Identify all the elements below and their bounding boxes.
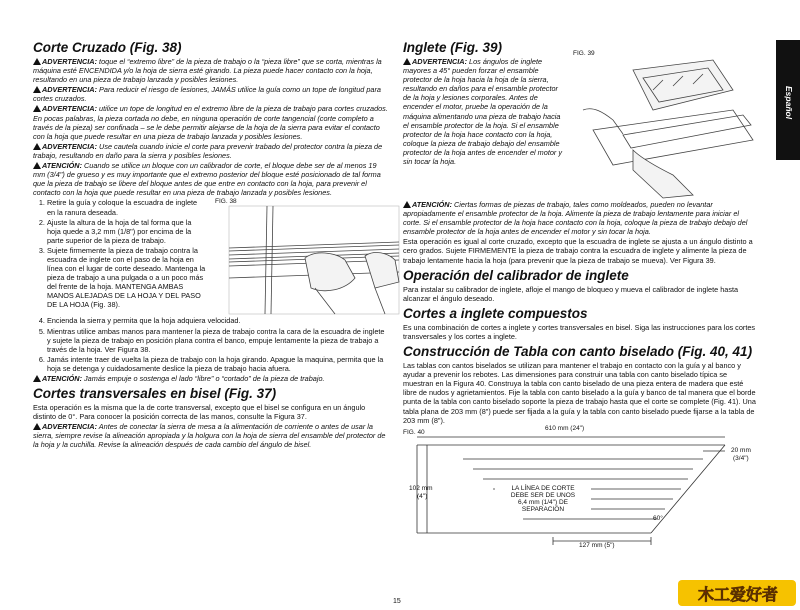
warning-triangle-icon (33, 86, 41, 93)
miter-warning: ADVERTENCIA: Los ángulos de inglete mayores a 45° pueden forzar el ensamble protector de la hoja hacia la hoja de la sierra, resultando en daños para el ensamble protector de la hoja y lesiones corporales. Antes de encender el motor, pruebe la operación de la máquina alimentando una pieza de trabajo hacia el ensamble protector de la hoja. Si el ensamble protector de la hoja hace contacto con la hoja, coloque la pieza de trabajo debajo del ensamble protector de la hoja antes de encender el motor y sin tocar la hoja. (403, 57, 563, 167)
kerf-note: LA LÍNEA DE CORTE DEBE SER DE UNOS 6,4 mm (1/4") DE SEPARACIÓN (495, 485, 591, 513)
heading-cross-cut: Corte Cruzado (Fig. 38) (33, 40, 182, 55)
fig39-label: FIG. 39 (573, 50, 595, 57)
heading-compound: Cortes a inglete compuestos (403, 305, 588, 321)
steps-list-a (33, 198, 207, 316)
heading-miter-gauge: Operación del calibrador de inglete (403, 267, 629, 283)
miter-gauge-paragraph: Para instalar su calibrador de inglete, afloje el mango de bloqueo y mueva el calibrador de inglete hasta alcanzar el ángulo deseado. (403, 284, 739, 303)
miter-paragraph: Esta operación es igual al corte cruzado, excepto que la escuadra de inglete se ajusta a un ángulo distinto a cero grados. Sujete FIRMEMENTE la pieza de trabajo contra la escuadra de inglete y alimente la pieza de trabajo lentamente hacia la hoja (para prevenir que la pieza de trabajo se mueva). Ver Figura 39. (403, 237, 753, 265)
dim-thickness: 20 mm (731, 446, 751, 454)
figure-40 (403, 424, 755, 549)
step-3: 3. Sujete firmemente la pieza de trabajo contra la escuadra de inglete con el paso de la hoja en línea con el lugar de corte deseado. Mantenga la pieza de trabajo a una pulgada o a un poco más del frente de la hoja. MANTENGA AMBAS MANOS ALEJADAS DE LA HOJA Y DEL PASO DE LA HOJA (Fig. 38). (47, 246, 207, 310)
dim-width-in: (4") (417, 492, 428, 500)
warning-triangle-icon (33, 162, 41, 169)
step-1: 1. Retire la guía y coloque la escuadra de inglete en la ranura deseada. (47, 198, 207, 216)
right-column (403, 40, 758, 549)
warning-4: ADVERTENCIA: Use cautela cuando inicie el corte para prevenir trabado del protector contra la pieza de trabajo, resultando en daño para la sierra y posibles lesiones. (33, 141, 383, 160)
dim-width: 102 mm (409, 484, 433, 492)
heading-featherboard: Construcción de Tabla con canto biselado (Fig. 40, 41) (403, 344, 753, 360)
warning-triangle-icon (33, 375, 41, 382)
miter-row (403, 40, 758, 200)
left-column (33, 40, 389, 451)
fig38-illustration (215, 198, 403, 316)
caution-2: ATENCIÓN: Jamás empuje o sostenga el lado “libre” o “cortado” de la pieza de trabajo. (33, 374, 389, 383)
warning-triangle-icon (33, 423, 41, 430)
dim-thickness-in: (3/4") (733, 454, 749, 462)
dim-length: 610 mm (24") (545, 424, 585, 432)
featherboard-paragraph: Las tablas con cantos biselados se utilizan para mantener el trabajo en contacto con la guía y al banco y ayudar a prevenir los rebotes. Las dimensiones para construir una tabla con canto biselado típica se muestran en la Figura 40. Construya la tabla con canto biselado de una pieza entera de madera que esté libre de nudos y agrietamientos. Fije la tabla con canto biselado a la guía y banco de tal manera que el borde punta de la tabla con canto biselado soporte la pieza de trabajo hasta que el corte se complete (Fig. 41). Una tabla plana de 203 mm (8") puede ser fijada a la guía y la tabla con canto biselado puede fijarse a la tabla de 203 mm (8"). (403, 361, 756, 425)
woodworker-logo (678, 578, 798, 608)
svg-text:木工爱好者: 木工爱好者 (697, 585, 779, 604)
language-label: Español (784, 86, 794, 120)
warning-3: ADVERTENCIA: utilice un tope de longitud en el extremo libre de la pieza de trabajo para cortes cruzados. En pocas palabras, la pieza cortada no debe, en ninguna operación de corte tangencial (corte completo a través de la pieza) ser confinada – se le debe permitir alejarse de la hoja de la sierra para evitar el contacto con la hoja que puede resultar en una pieza de trabajo lanzada y posibles lesiones. (33, 104, 388, 141)
compound-paragraph: Es una combinación de cortes a inglete y cortes transversales en bisel. Siga las instrucciones para los cortes transversales y los cortes a inglete. (403, 322, 756, 341)
heading-miter: Inglete (Fig. 39) (403, 40, 503, 55)
figure-39 (573, 50, 758, 200)
step-6: 6. Jamás intente traer de vuelta la pieza de trabajo con la hoja girando. Apague la maquina, permita que la hoja se detenga y cuidadosamente deslice la pieza de trabajo hacia afuera. (47, 355, 389, 373)
caution-1: ATENCIÓN: Cuando se utilice un bloque con un calibrador de corte, el bloque debe ser de al menos 19 mm (3/4") de grueso y es muy importante que el extremo posterior del bloque esté posicionado de tal forma que la pieza de trabajo se libere del bloque antes de que entre en contacto con la hoja, para prevenir el contacto con la hoja que puede resultar en una pieza de trabajo lanzada y posibles lesiones. (33, 161, 381, 198)
warning-triangle-icon (33, 143, 41, 150)
steps-list-b (33, 316, 389, 373)
warning-1: ADVERTENCIA: toque el “extremo libre” de la pieza de trabajo o la “pieza libre” que se corta, mientras la máquina esté ENCENDIDA y/o la hoja de sierra esté girando. La pieza puede hacer contacto con la hoja, resultando en una pieza de trabajo lanzada y posibles lesiones. (33, 57, 382, 85)
angle-label: 60° (653, 514, 663, 522)
step-4: 4. Encienda la sierra y permita que la hoja adquiera velocidad. (47, 316, 389, 325)
step-2: 2. Ajuste la altura de la hoja de tal forma que la hoja quede a 3,2 mm (1/8") por encima de la parte superior de la pieza de trabajo. (47, 218, 207, 245)
miter-text (403, 40, 565, 200)
warning-triangle-icon (403, 201, 411, 208)
miter-caution: ATENCIÓN: Ciertas formas de piezas de trabajo, tales como moldeados, pueden no levantar apropiadamente el ensamble protector de la hoja. Alimente la pieza de trabajo lentamente para iniciar el corte. Si el ensamble protector de la hoja hace contacto con la hoja, coloque la pieza de trabajo debajo del ensamble protector de la hoja antes de encender el motor y sin tocar la hoja. (403, 200, 748, 237)
fig39-illustration (573, 50, 758, 200)
page-number: 15 (393, 598, 401, 605)
fig40-label: FIG. 40 (403, 428, 425, 436)
heading-bevel-cross: Cortes transversales en bisel (Fig. 37) (33, 386, 277, 402)
warning-5: ADVERTENCIA: Antes de conectar la sierra de mesa a la alimentación de corriente o antes de usar la sierra, siempre revise la alineación apropiada y la holgura con la hoja de sierra del ensamble del protector de la hoja y la cuchilla. Revise la alineación después de cada cambio del ángulo de bisel. (33, 422, 386, 450)
step-5: 5. Mientras utilice ambas manos para mantener la pieza de trabajo contra la cara de la escuadra de inglete y sujete la pieza de trabajo en posición plana contra el banco, empuje lentamente la pieza de trabajo a través de la hoja. Ver Figura 38. (47, 327, 389, 354)
language-tab (776, 40, 800, 160)
figure-38 (215, 198, 403, 316)
warning-triangle-icon (33, 105, 41, 112)
warning-triangle-icon (403, 58, 411, 65)
steps-row (33, 198, 389, 316)
fig38-label: FIG. 38 (215, 198, 237, 206)
warning-triangle-icon (33, 58, 41, 65)
warning-2: ADVERTENCIA: Para reducir el riesgo de lesiones, JAMÁS utilice la guía como un tope de longitud para cortes cruzados. (33, 85, 381, 104)
dim-spacing: 127 mm (5") (579, 541, 615, 549)
bevel-paragraph: Esta operación es la misma que la de corte transversal, excepto que el bisel se configura en un ángulo distinto de 0°. Para conocer la posición correcta de las manos, consulte la Figura 37. (33, 403, 366, 422)
